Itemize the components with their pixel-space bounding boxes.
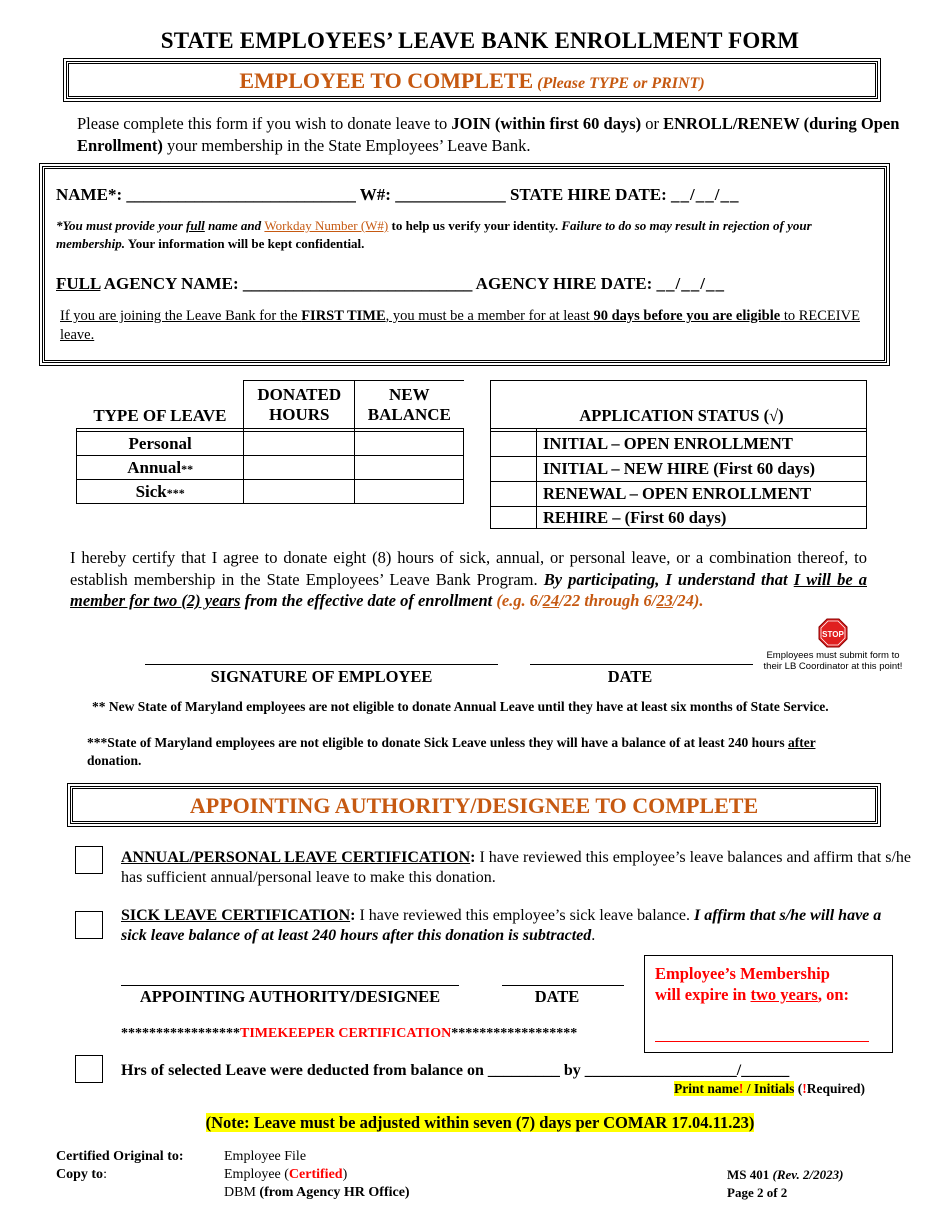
name-label: NAME*: (56, 185, 127, 204)
status-check-cell[interactable] (491, 507, 537, 529)
status-check-cell[interactable] (491, 482, 537, 507)
certify-example: (e.g. 6/ (496, 591, 543, 610)
intro-text: your membership in the State Employees’ Leave Bank. (162, 136, 531, 155)
footnote-mark: *** (166, 485, 185, 500)
expiration-line (655, 984, 849, 1005)
agency-hire-date-field[interactable]: __/__/__ (656, 274, 725, 293)
appointing-section-heading: APPOINTING AUTHORITY/DESIGNEE TO COMPLETE (189, 793, 759, 818)
table-row (491, 432, 867, 457)
table-row (491, 457, 867, 482)
note-text: name and (204, 218, 265, 233)
expiration-two-years: two years (750, 985, 818, 1004)
table-row (77, 456, 464, 480)
dest-text: Employee ( (224, 1167, 289, 1182)
footnote-mark: ** (181, 461, 194, 476)
note-text: , you must be a member for at least (385, 308, 594, 324)
footnote-text: donation. (87, 753, 142, 768)
note-confidential: Your information will be kept confidential. (124, 236, 365, 251)
note-90-days: 90 days before you are eligible (593, 308, 781, 324)
certify-example: /24). (672, 591, 704, 610)
adjustment-note: (Note: Leave must be adjusted within seven (7) days per COMAR 17.04.11.23) (205, 1113, 755, 1132)
agency-row (56, 274, 725, 294)
new-balance-cell[interactable] (355, 480, 464, 504)
print-name-text: Print name (674, 1081, 739, 1096)
deduction-text: Hrs of selected Leave were deducted from balance on (121, 1062, 488, 1079)
employee-date-label: DATE (607, 667, 653, 686)
intro-enroll: ENROLL/RENEW (during Open Enrollment) (77, 114, 900, 155)
employee-signature-label: SIGNATURE OF EMPLOYEE (210, 667, 433, 686)
annual-personal-certification-checkbox[interactable] (75, 846, 103, 874)
copy-to-label: Copy to (56, 1167, 104, 1182)
required-mark: ! (738, 1081, 744, 1096)
note-text: to help us verify your identity. (388, 218, 562, 233)
w-number-field[interactable]: _____________ (395, 185, 506, 204)
certification-title: ANNUAL/PERSONAL LEAVE CERTIFICATION (121, 849, 471, 866)
dest-employee-file: Employee File (224, 1149, 307, 1164)
column-header: APPLICATION STATUS (√) (491, 381, 867, 429)
sick-leave-certification-checkbox[interactable] (75, 911, 103, 939)
status-check-cell[interactable] (491, 432, 537, 457)
footnote-after: after (787, 735, 816, 750)
initials-text: / Initials (743, 1081, 795, 1096)
certified-original-label: Certified Original to: (56, 1149, 184, 1164)
donated-hours-cell[interactable] (244, 456, 355, 480)
table-header-row (77, 381, 464, 429)
new-balance-cell[interactable] (355, 456, 464, 480)
deduction-text: by (559, 1062, 585, 1079)
deduction-date-field[interactable]: _________ (487, 1062, 560, 1079)
timekeeper-label: TIMEKEEPER CERTIFICATION (240, 1026, 452, 1041)
table-row (491, 482, 867, 507)
print-name-label (674, 1081, 865, 1097)
status-option: RENEWAL – OPEN ENROLLMENT (537, 482, 867, 507)
annual-personal-certification (121, 848, 911, 888)
form-number-text: MS 401 (727, 1167, 773, 1182)
note-text: *You must provide your (56, 218, 187, 233)
note-first-time: FIRST TIME (301, 308, 386, 324)
employee-section-subheading: (Please TYPE or PRINT) (537, 75, 705, 92)
certify-text: By participating, I understand that (543, 569, 794, 589)
certification-text: . (591, 927, 596, 944)
table-row (491, 507, 867, 529)
intro-join: JOIN (within first 60 days) (451, 114, 642, 133)
leave-type-label: Personal (128, 433, 192, 453)
timekeeper-certification-header (121, 1026, 577, 1042)
status-check-cell[interactable] (491, 457, 537, 482)
expiration-date-field[interactable] (655, 1041, 869, 1042)
appointing-section-header (70, 786, 878, 824)
required-mark: ! (802, 1081, 807, 1096)
table-row (77, 480, 464, 504)
first-time-note (60, 307, 860, 345)
state-hire-date-label: STATE HIRE DATE: (505, 185, 672, 204)
certification-colon: : (470, 849, 476, 866)
column-header: TYPE OF LEAVE (77, 381, 244, 429)
leave-type-label: Annual (127, 457, 182, 477)
table-row (77, 432, 464, 456)
stop-sign-text: STOP (822, 630, 844, 639)
dest-dbm (224, 1184, 410, 1202)
employee-date-line[interactable] (530, 664, 753, 665)
note-warning: Failure to do so may result in rejection of your membership. (56, 218, 812, 251)
certification-statement (70, 547, 867, 612)
certify-example: 23 (656, 591, 673, 610)
timekeeper-checkbox[interactable] (75, 1055, 103, 1083)
certify-example: /22 through 6/ (559, 591, 657, 610)
leave-type-annual (77, 456, 244, 480)
deduction-line (121, 1062, 789, 1080)
certification-text: I have reviewed this employee’s leave balances and affirm that s/he has sufficient annual/personal leave to make this donation. (121, 849, 911, 886)
revision-text: (Rev. 2/2023) (772, 1167, 844, 1182)
copy-to-row (56, 1166, 107, 1184)
form-number (727, 1166, 844, 1184)
appointing-date-label: DATE (534, 987, 580, 1006)
stop-sign-icon (818, 618, 848, 648)
new-balance-cell[interactable] (355, 432, 464, 456)
leave-type-label: Sick (135, 481, 167, 501)
leave-type-table (76, 380, 464, 504)
intro-paragraph (77, 113, 917, 157)
required-text: ( (794, 1081, 803, 1096)
intro-text: Please complete this form if you wish to donate leave to (77, 114, 452, 133)
certification-affirm: I affirm that s/he will have a sick leave balance of at least 240 hours after this donation is subtracted (121, 907, 882, 944)
note-full: full (186, 218, 205, 233)
intro-text: or (641, 114, 664, 133)
certify-text: from the effective date of enrollment (240, 591, 497, 610)
name-field[interactable]: ___________________________ (126, 185, 356, 204)
agency-name-label: AGENCY NAME: (100, 274, 243, 293)
certification-text: I have reviewed this employee’s sick leave balance. (355, 907, 694, 924)
footnote-text: State of Maryland employees are not eligible to donate Sick Leave unless they will have a balance of at least 240 hours (107, 735, 788, 750)
workday-number-link: Workday Number (W#) (264, 218, 389, 233)
state-hire-date-field[interactable]: __/__/__ (671, 185, 740, 204)
agency-hire-date-label: AGENCY HIRE DATE: (472, 274, 657, 293)
dest-text: DBM (224, 1185, 260, 1200)
expiration-line: Employee’s Membership (655, 964, 830, 983)
appointing-signature-label: APPOINTING AUTHORITY/DESIGNEE (139, 987, 441, 1006)
identity-note (56, 217, 876, 253)
footnote-mark: *** (87, 735, 108, 750)
certification-colon: : (350, 907, 356, 924)
leave-type-personal (77, 432, 244, 456)
dest-text: ) (342, 1167, 348, 1182)
agency-name-field[interactable]: ___________________________ (242, 274, 473, 293)
employee-signature-line[interactable] (145, 664, 498, 665)
certify-two-years: I will be a member for two (2) years (70, 569, 867, 610)
dest-hr-office: (from Agency HR Office) (259, 1185, 410, 1200)
timekeeper-stars: ****************** (451, 1026, 578, 1041)
form-title: STATE EMPLOYEES’ LEAVE BANK ENROLLMENT FORM (160, 28, 800, 53)
adjustment-note-wrapper (0, 1113, 950, 1133)
column-header: DONATED HOURS (244, 381, 355, 429)
employee-section-heading: EMPLOYEE TO COMPLETE (239, 68, 534, 93)
dest-certified: Certified (288, 1167, 343, 1182)
deduction-name-initials-field[interactable]: ___________________/______ (584, 1062, 790, 1079)
employee-section-header (66, 61, 878, 99)
timekeeper-stars: ***************** (121, 1026, 240, 1041)
note-text: to RECEIVE leave. (60, 308, 860, 343)
stop-note: Employees must submit form to their LB Coordinator at this point! (763, 650, 903, 672)
expiration-text: will expire in (655, 985, 751, 1004)
certify-example: 24 (542, 591, 560, 610)
table-header-row (491, 381, 867, 429)
copy-to-colon: : (103, 1167, 107, 1182)
footnote-sick (87, 734, 857, 770)
membership-expiration-text (655, 963, 849, 1005)
appointing-signature-line[interactable] (121, 985, 459, 986)
expiration-text: , on: (817, 985, 850, 1004)
footnote-mark: ** (92, 699, 109, 714)
footnote-text: New State of Maryland employees are not eligible to donate Annual Leave until they have at least six months of State Service. (108, 699, 829, 714)
certification-title: SICK LEAVE CERTIFICATION (121, 907, 351, 924)
name-row (56, 185, 739, 205)
column-header: NEW BALANCE (355, 381, 464, 429)
dest-employee (224, 1166, 347, 1184)
certify-text: I hereby certify that I agree to donate eight (8) hours of sick, annual, or personal leave, or a combination thereof, to establish membership in the State Employees’ Leave Bank Program. (70, 548, 867, 589)
required-text: Required) (806, 1081, 866, 1096)
footnote-annual (92, 698, 852, 716)
status-option: INITIAL – OPEN ENROLLMENT (537, 432, 867, 457)
sick-leave-certification (121, 906, 911, 946)
application-status-table (490, 380, 867, 529)
donated-hours-cell[interactable] (244, 432, 355, 456)
page-number: Page 2 of 2 (727, 1185, 788, 1200)
w-number-label: W#: (355, 185, 396, 204)
leave-type-sick (77, 480, 244, 504)
appointing-date-line[interactable] (502, 985, 624, 986)
agency-full-label: FULL (56, 274, 101, 293)
status-option: REHIRE – (First 60 days) (537, 507, 867, 529)
status-option: INITIAL – NEW HIRE (First 60 days) (537, 457, 867, 482)
note-text: If you are joining the Leave Bank for the (60, 308, 302, 324)
donated-hours-cell[interactable] (244, 480, 355, 504)
